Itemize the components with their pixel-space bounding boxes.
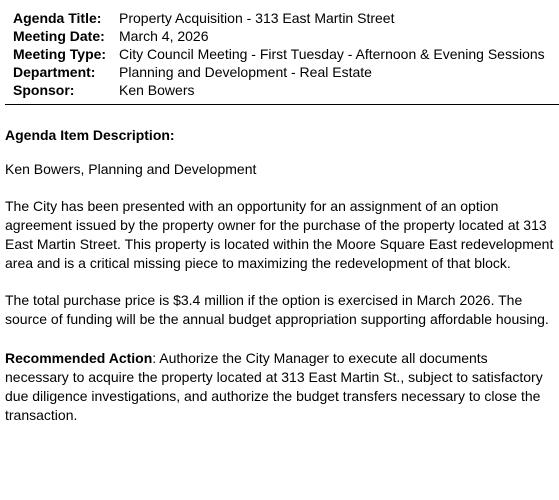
agenda-title-row — [13, 9, 553, 27]
agenda-title-label: Agenda Title: — [13, 10, 102, 26]
description-heading: Agenda Item Description: — [5, 127, 175, 143]
recommended-action-text: : Authorize the City Manager to execute all documents necessary to acquire the property located at 313 East Martin St., subject to satisfactory due diligence investigations, and authorize the budget transfers necessary to close the transaction. — [5, 350, 543, 423]
meeting-date-row — [13, 27, 553, 45]
meeting-type-label: Meeting Type: — [13, 46, 107, 62]
meeting-type-row — [13, 45, 553, 63]
header-divider — [5, 104, 559, 105]
agenda-header — [13, 9, 553, 99]
department-label: Department: — [13, 64, 96, 80]
department-value: Planning and Development - Real Estate — [119, 64, 372, 80]
description-paragraph-2: The total purchase price is $3.4 million if the option is exercised in March 2026. The source of funding will be the annual budget appropriation supporting affordable housing. — [5, 292, 549, 327]
description-paragraph-1: The City has been presented with an opportunity for an assignment of an option agreement issued by the property owner for the purchase of the property located at 313 East Martin Street. This property is located within the Moore Square East redevelopment area and is a critical missing piece to maximizing the redevelopment of that block. — [5, 198, 554, 271]
recommended-action — [5, 349, 555, 425]
meeting-date-label: Meeting Date: — [13, 28, 105, 44]
department-row — [13, 63, 553, 81]
description-author: Ken Bowers, Planning and Development — [5, 161, 257, 177]
sponsor-row — [13, 81, 553, 99]
meeting-date-value: March 4, 2026 — [119, 28, 209, 44]
recommended-action-label: Recommended Action — [5, 350, 153, 366]
sponsor-value: Ken Bowers — [119, 82, 195, 98]
meeting-type-value: City Council Meeting - First Tuesday - Afternoon & Evening Sessions — [119, 46, 545, 62]
agenda-title-value: Property Acquisition - 313 East Martin Street — [119, 10, 395, 26]
agenda-item-content — [5, 126, 555, 425]
sponsor-label: Sponsor: — [13, 82, 75, 98]
